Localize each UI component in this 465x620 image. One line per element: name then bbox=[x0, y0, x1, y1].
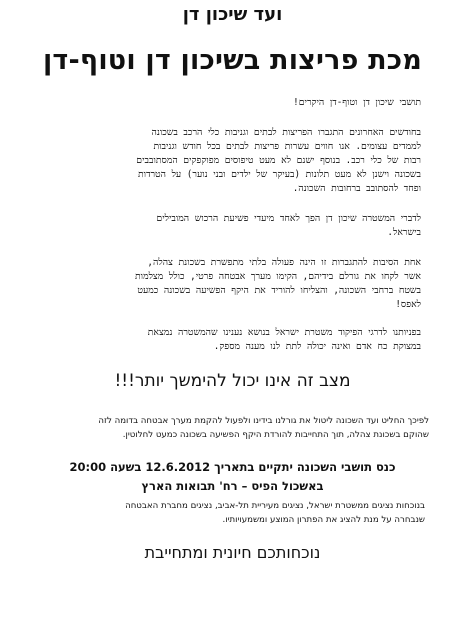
paragraph-line: לאפס! bbox=[395, 299, 421, 310]
paragraph-line: רבות של כלי רכב. בנוסף ישנם לא מעט טיפוסים מפוקפקים המסתובבים bbox=[136, 155, 421, 166]
paragraph-line: אשר לקחו את גורלם בידיהם, הקימו מערך אבטחה פרטי, כולל מצלמות bbox=[135, 271, 421, 282]
paragraph-line: לדברי המשטרה שיכון דן הפך לאחד מיעדי פשיעת הרכוש המובילים bbox=[156, 213, 421, 224]
committee-name: ועד שיכון דן bbox=[182, 4, 283, 25]
paragraph-burglaries bbox=[31, 126, 421, 196]
paragraph-line: אחת הסיבות להתגברות זו הינה פעולה בלתי מתפשרת בשכונת צהלה, bbox=[147, 257, 421, 268]
paragraph-decision bbox=[9, 414, 429, 442]
paragraph-line: לממדים עצומים. אנו חווים עשרות פריצות לבתים בכל חודש וגניבות bbox=[153, 141, 421, 152]
paragraph-tzahala bbox=[31, 256, 421, 312]
paragraph-line: בשטח ברחבי השכונה, והצליחו להוריד את היקף הפשיעה בשכונה כמעט bbox=[137, 285, 421, 296]
paragraph-line: בישראל. bbox=[387, 227, 421, 238]
paragraph-police-statement bbox=[31, 212, 421, 240]
paragraph-line: ופחד להסתובב ברחובות השכונה. bbox=[292, 183, 421, 194]
flyer-headline: מכת פריצות בשיכון דן וטוף-דן bbox=[42, 45, 423, 76]
paragraph-line: במצוקת כח אדם ואינה יכולה לתת לנו מענה מספק. bbox=[213, 341, 421, 352]
paragraph-line: שנבחרה על מנת להציג את הפתרון המוצע ומשמעויותיו. bbox=[222, 515, 425, 525]
paragraph-line: בנוכחות נציגים ממשטרת ישראל, נציגים מעיריית תל-אביב, נציגים מחברת האבטחה bbox=[125, 501, 425, 511]
meeting-date: כנס תושבי השכונה יתקיים בתאריך 12.6.2012 בשעה 20:00 bbox=[69, 460, 396, 474]
paragraph-line: בשכונה וישנן לא מעט תלונות (בעיקר של ילדים ובני נוער) על הטרדות bbox=[137, 169, 421, 180]
paragraph-line: בפניותנו לדרגי הפיקוד משטרת ישראל בנושא נענינו שהמשטרה נמצאת bbox=[147, 327, 421, 338]
paragraph-line: לפיכך החליט ועד השכונה ליטול את גורלנו בידינו ולפעול להקמת מערך אבטחה בדומה לזה bbox=[98, 416, 429, 426]
paragraph-line: שהוקם בשכונת צהלה, תוך התחייבות להורדת היקף הפשיעה בשכונה כמעט לחלוטין. bbox=[122, 430, 429, 440]
warning-statement: מצב זה אינו יכול להימשך יותר!!! bbox=[114, 371, 351, 391]
paragraph-line: בחודשים האחרונים התגברו הפריצות לבתים וגניבות כלי הרכב בשכונה bbox=[151, 127, 421, 138]
meeting-attendees bbox=[25, 499, 425, 527]
closing-statement: נוכחותכם חיונית ומתחייבת bbox=[144, 543, 321, 562]
greeting: תושבי שיכון דן וטוף-דן היקרים! bbox=[293, 97, 421, 108]
meeting-location: באשכול הפיס – רח' תבואות הארץ bbox=[141, 479, 324, 493]
paragraph-police-shortage bbox=[31, 326, 421, 354]
